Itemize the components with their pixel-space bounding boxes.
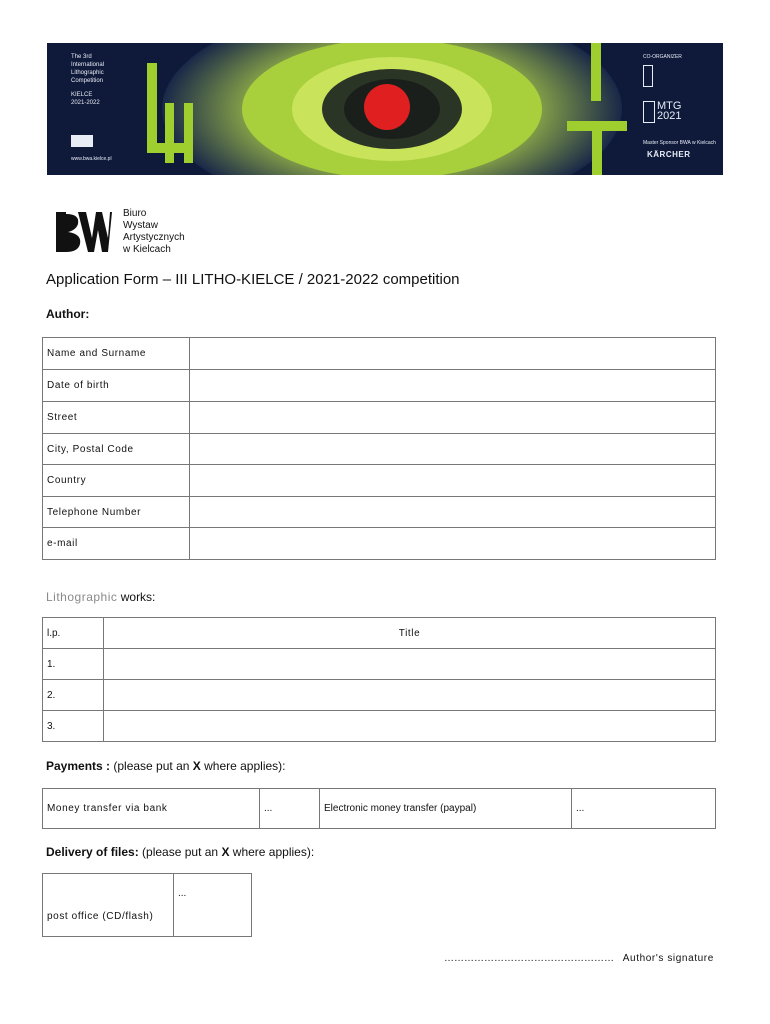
country-input[interactable] [190, 465, 716, 497]
instruction-text: where applies): [229, 845, 315, 859]
city-postal-input[interactable] [190, 434, 716, 465]
work-title-input[interactable] [104, 649, 716, 680]
banner-line: The 3rd [71, 54, 92, 60]
payments-heading-bold: Payments : [46, 759, 111, 773]
work-title-input[interactable] [104, 680, 716, 711]
col-title: Title [104, 618, 716, 649]
payments-heading [46, 759, 286, 773]
row-number: 1. [43, 649, 104, 680]
street-input[interactable] [190, 402, 716, 434]
instruction-text: where applies): [200, 759, 286, 773]
signature-line [444, 953, 714, 964]
banner-website: www.bwa.kielce.pl [71, 156, 112, 162]
post-office-checkbox[interactable]: ... [174, 874, 252, 937]
banner-artwork-icon [47, 43, 723, 175]
field-label: Country [43, 465, 190, 497]
sponsor-text: Master Sponsor BWA w Kielcach [643, 140, 716, 146]
author-table [42, 337, 716, 560]
delivery-table [42, 873, 252, 937]
row-number: 3. [43, 711, 104, 742]
signature-label: Author's signature [622, 953, 714, 964]
logo-line: Biuro [123, 208, 147, 219]
banner-line: Lithographic [71, 70, 104, 76]
signature-dots[interactable]: …………………………………………… [444, 953, 614, 964]
banner-left-text [71, 53, 104, 107]
works-heading-suffix: works: [117, 590, 156, 604]
birth-date-input[interactable] [190, 370, 716, 402]
work-title-input[interactable] [104, 711, 716, 742]
co-organizer-label: CO-ORGANIZER [643, 54, 682, 60]
instruction-text: (please put an [110, 759, 193, 773]
mtg-year: 2021 [657, 110, 682, 122]
delivery-heading-bold: Delivery of files: [46, 845, 139, 859]
paypal-label: Electronic money transfer (paypal) [320, 789, 572, 829]
field-label: City, Postal Code [43, 434, 190, 465]
bank-transfer-checkbox[interactable]: ... [260, 789, 320, 829]
mtg-label: MTG [657, 100, 682, 112]
x-mark: X [221, 845, 230, 859]
mtg-logo-icon [643, 101, 655, 123]
logo-line: Artystycznych [123, 232, 185, 243]
works-heading-prefix: Lithographic [46, 590, 118, 604]
bwa-small-logo-icon [71, 135, 93, 147]
banner-years: 2021-2022 [71, 100, 100, 106]
post-office-label: post office (CD/flash) [43, 874, 174, 937]
payments-table [42, 788, 716, 829]
field-label: e-mail [43, 528, 190, 560]
works-heading [46, 590, 155, 604]
form-title: Application Form – III LITHO-KIELCE / 2021-2022 competition [46, 271, 460, 288]
banner-line: Competition [71, 78, 104, 84]
banner-line: International [71, 62, 105, 68]
works-table [42, 617, 716, 742]
museum-logo-icon [643, 65, 653, 87]
bank-transfer-label: Money transfer via bank [43, 789, 260, 829]
paypal-checkbox[interactable]: ... [572, 789, 716, 829]
bwa-logo-icon [54, 208, 112, 256]
telephone-input[interactable] [190, 497, 716, 528]
field-label: Street [43, 402, 190, 434]
x-mark: X [192, 759, 201, 773]
karcher-logo: KÄRCHER [647, 150, 691, 159]
field-label: Date of birth [43, 370, 190, 402]
email-input[interactable] [190, 528, 716, 560]
author-heading: Author: [46, 307, 90, 321]
banner-city: KIELCE [71, 92, 93, 98]
field-label: Telephone Number [43, 497, 190, 528]
field-label: Name and Surname [43, 338, 190, 370]
name-input[interactable] [190, 338, 716, 370]
delivery-heading [46, 845, 314, 859]
competition-banner [47, 43, 723, 175]
row-number: 2. [43, 680, 104, 711]
instruction-text: (please put an [138, 845, 222, 859]
logo-line: Wystaw [123, 220, 158, 231]
logo-line: w Kielcach [123, 244, 171, 255]
bwa-logo-text [123, 208, 185, 256]
col-lp: l.p. [43, 618, 104, 649]
